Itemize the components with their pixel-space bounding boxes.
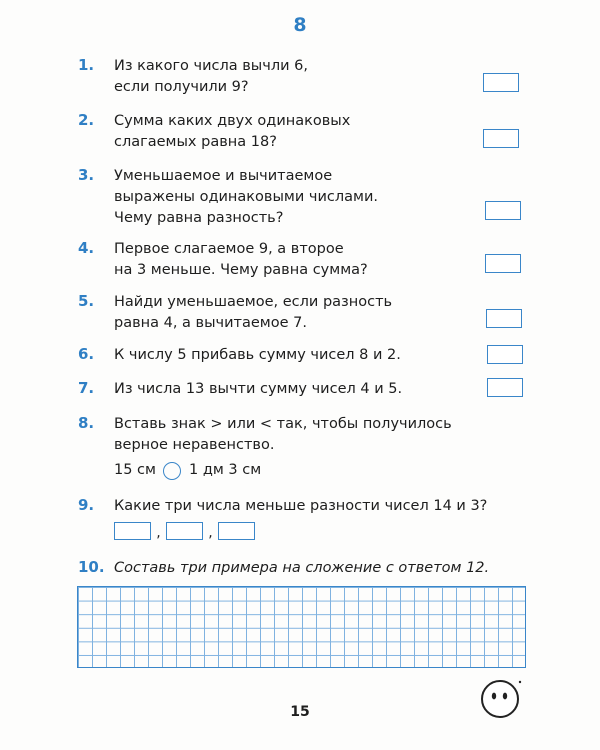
answer-box-9b[interactable] — [166, 522, 203, 540]
question-number: 1. — [78, 56, 95, 74]
question-number: 6. — [78, 345, 95, 363]
question-text: Сумма каких двух одинаковых слагаемых равна 18? — [114, 113, 351, 150]
question-number: 2. — [78, 111, 95, 129]
question-number: 9. — [78, 496, 95, 514]
compare-sign-circle[interactable] — [163, 462, 181, 480]
answer-box-6[interactable] — [487, 345, 523, 364]
answer-grid[interactable] — [77, 586, 526, 668]
question-number: 3. — [78, 166, 95, 184]
answer-box-7[interactable] — [487, 378, 523, 397]
answer-boxes-9 — [114, 522, 255, 540]
question-text: Уменьшаемое и вычитаемое выражены одинаковыми числами. Чему равна разность? — [114, 168, 378, 226]
answer-box-4[interactable] — [485, 254, 521, 273]
question-text: Вставь знак > или < так, чтобы получилось верное неравенство. — [114, 416, 452, 453]
question-number: 5. — [78, 292, 95, 310]
question-number: 8. — [78, 414, 95, 432]
separator: , — [208, 525, 213, 541]
question-text: Из какого числа вычли 6, если получили 9? — [114, 58, 308, 95]
answer-box-3[interactable] — [485, 201, 521, 220]
question-text: Первое слагаемое 9, а второе на 3 меньше. Чему равна сумма? — [114, 241, 368, 278]
question-number: 7. — [78, 379, 95, 397]
answer-box-9c[interactable] — [218, 522, 255, 540]
page-number: 15 — [290, 704, 310, 720]
question-text: Из числа 13 вычти сумму чисел 4 и 5. — [114, 381, 403, 397]
answer-box-5[interactable] — [486, 309, 522, 328]
smiley-face-icon — [478, 676, 524, 720]
separator: , — [156, 525, 161, 541]
question-text: Найди уменьшаемое, если разность равна 4, а вычитаемое 7. — [114, 294, 393, 331]
question-text: К числу 5 прибавь сумму чисел 8 и 2. — [114, 347, 401, 363]
comparison-row — [114, 460, 261, 481]
compare-left: 15 см — [114, 462, 156, 478]
question-text: Какие три числа меньше разности чисел 14 и 3? — [114, 498, 488, 514]
question-number: 4. — [78, 239, 95, 257]
variant-number: 8 — [293, 14, 307, 36]
question-number: 10. — [78, 558, 105, 576]
answer-box-2[interactable] — [483, 129, 519, 148]
compare-right: 1 дм 3 см — [188, 462, 262, 478]
answer-box-9a[interactable] — [114, 522, 151, 540]
question-text: Составь три примера на сложение с ответом 12. — [114, 560, 490, 576]
answer-box-1[interactable] — [483, 73, 519, 92]
